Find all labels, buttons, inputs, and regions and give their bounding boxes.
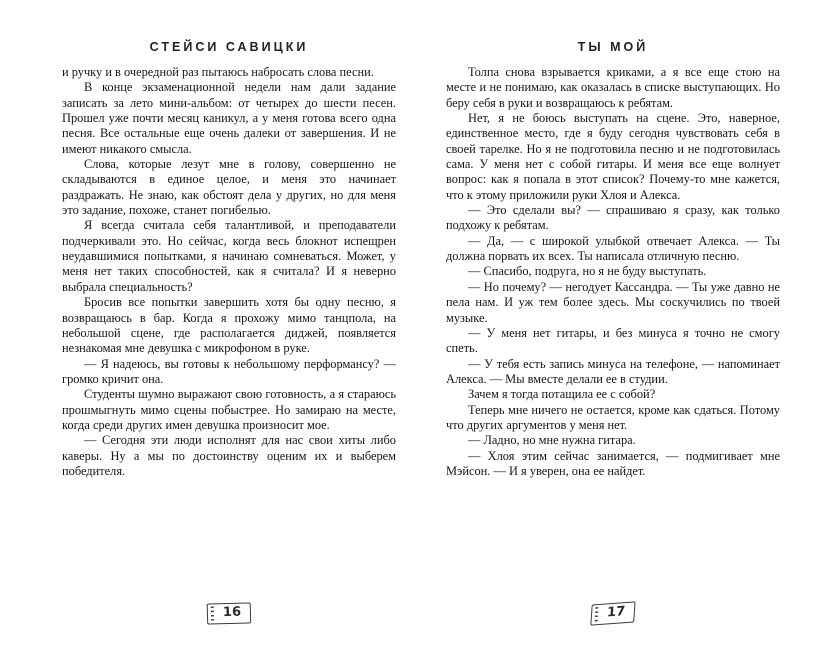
paragraph: — У тебя есть запись минуса на телефоне, — напоминает Алекса. — Мы вместе делали ее в студии. <box>446 356 780 386</box>
paragraph: Я всегда считала себя талантливой, и преподаватели подчеркивали это. Но сейчас, когда весь блокнот испещрен неудавшимися попытками, я начинаю сомневаться. Может, у меня нет таких способностей, как я считала? И я неверно выбрала специальность? <box>62 218 396 294</box>
ticket-perforation-icon <box>594 607 598 622</box>
paragraph: Теперь мне ничего не остается, кроме как сдаться. Потому что других аргументов у меня нет. <box>446 402 780 432</box>
paragraph: — Я надеюсь, вы готовы к небольшому перформансу? — громко кричит она. <box>62 356 396 386</box>
left-page-text <box>62 65 396 479</box>
paragraph: В конце экзаменационной недели нам дали задание записать за лето мини-альбом: от четырех до шести песен. Прошел уже почти месяц каникул, а у меня готова всего одна песня. Все остальные еще очень далеки от завершения. И не имеют никакого смысла. <box>62 80 396 156</box>
paragraph: — Спасибо, подруга, но я не буду выступать. <box>468 264 707 279</box>
paragraph: Студенты шумно выражают свою готовность, а я стараюсь прошмыгнуть мимо сцены побыстрее. Но замираю на месте, когда среди других имен девушка произносит мое. <box>62 387 396 432</box>
page-right <box>446 40 780 662</box>
paragraph: — Хлоя этим сейчас занимается, — подмигивает мне Мэйсон. — И я уверен, она ее найдет. <box>446 448 780 478</box>
paragraph: — Это сделали вы? — спрашиваю я сразу, как только подхожу к ребятам. <box>446 203 780 233</box>
paragraph: Бросив все попытки завершить хотя бы одну песню, я возвращаюсь в бар. Когда я прохожу мимо танцпола, на небольшой сцене, где располагается диджей, появляется незнакомая мне девушка с микрофоном в руке. <box>62 295 396 356</box>
left-page-number-ticket <box>207 602 252 624</box>
paragraph: Зачем я тогда потащила ее с собой? <box>468 387 656 402</box>
paragraph: Слова, которые лезут мне в голову, совершенно не складываются в единое целое, и меня это начинает раздражать. Не знаю, как обстоят дела у других, но для меня это задание, похоже, станет погибелью. <box>62 157 396 218</box>
right-page-number: 17 <box>606 604 626 621</box>
right-page-number-ticket <box>590 601 635 625</box>
page-left <box>62 40 396 662</box>
paragraph: — Да, — с широкой улыбкой отвечает Алекса. — Ты должна порвать их всех. Ты написала отличную песню. <box>446 233 780 264</box>
paragraph: и ручку и в очередной раз пытаюсь набросать слова песни. <box>62 65 374 79</box>
running-head-title: ТЫ МОЙ <box>577 40 649 54</box>
paragraph: — Сегодня эти люди исполнят для нас свои хиты либо каверы. Ну а мы по достоинству оценим их и выберем победителя. <box>62 433 396 478</box>
ticket-perforation-icon <box>211 606 214 621</box>
paragraph: Нет, я не боюсь выступать на сцене. Это, наверное, единственное место, где я буду сегодня чувствовать себя в своей тарелке. Но я не подготовила песню и не подготовилась сама. У меня нет с собой гитары. И меня все еще волнует вопрос: как я попала в этот список? Почему-то мне кажется, что к этому приложили руки Хлоя и Алекса. <box>446 111 780 202</box>
paragraph: — У меня нет гитары, и без минуса я точно не смогу спеть. <box>446 325 780 356</box>
paragraph: — Ладно, но мне нужна гитара. <box>468 433 636 448</box>
paragraph: — Но почему? — негодует Кассандра. — Ты уже давно не пела нам. И уж тем более здесь. Мы соскучились по твоей музыке. <box>446 279 780 325</box>
paragraph: Толпа снова взрывается криками, а я все еще стою на месте и не понимаю, как оказалась в списке выступающих. Но беру себя в руки и возвращаюсь к ребятам. <box>446 65 780 110</box>
left-page-number: 16 <box>222 604 242 621</box>
right-page-text <box>446 65 780 479</box>
running-head-author: СТЕЙСИ САВИЦКИ <box>149 40 309 54</box>
